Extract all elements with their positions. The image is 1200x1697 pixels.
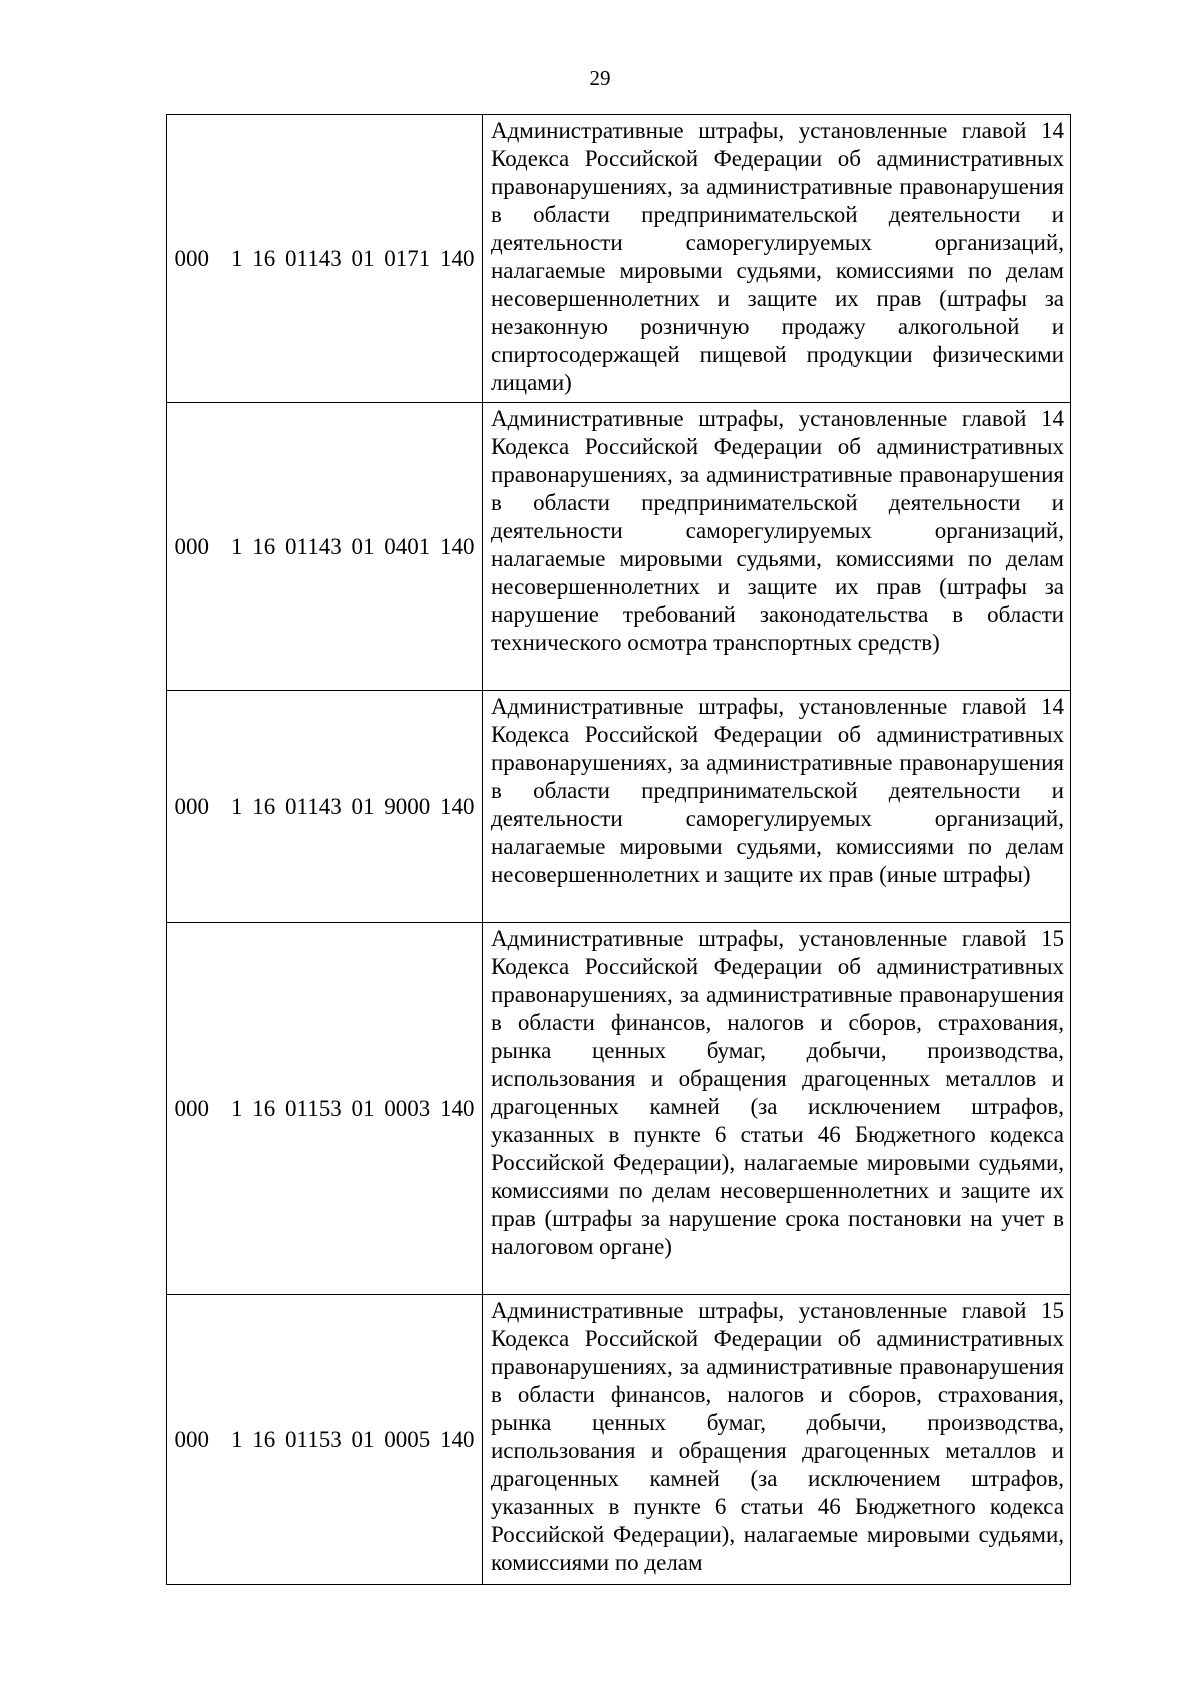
- table-row: [167, 691, 1071, 923]
- code-cell: [167, 115, 483, 403]
- table-row: [167, 115, 1071, 403]
- admin-code: 000: [174, 245, 210, 271]
- kbk-code: 1 16 01153 01 0003 140: [231, 1095, 475, 1121]
- description-cell: [483, 115, 1071, 403]
- description-cell: [483, 691, 1071, 923]
- row-description: Административные штрафы, установленные главой 15 Кодекса Российской Федерации об административных правонарушениях, за административные правонарушения в области финансов, налогов и сборов, страхования, рынка ценных бумаг, добычи, производства, использования и обращения драгоценных металлов и драгоценных камней (за исключением штрафов, указанных в пункте 6 статьи 46 Бюджетного кодекса Российской Федерации), налагаемые мировыми судьями, комиссиями по делам несовершеннолетних и защите их прав (штрафы за нарушение срока постановки на учет в налоговом органе): [491, 926, 1064, 1259]
- admin-code: 000: [174, 793, 210, 819]
- code-cell: [167, 691, 483, 923]
- table-row: [167, 1295, 1071, 1585]
- code-cell: [167, 923, 483, 1295]
- table-row: [167, 923, 1071, 1295]
- admin-code: 000: [174, 1095, 210, 1121]
- code-cell: [167, 403, 483, 691]
- page-number: 29: [589, 66, 611, 90]
- description-cell: [483, 1295, 1071, 1585]
- kbk-code: 1 16 01143 01 9000 140: [231, 793, 475, 819]
- row-description: Административные штрафы, установленные главой 15 Кодекса Российской Федерации об административных правонарушениях, за административные правонарушения в области финансов, налогов и сборов, страхования, рынка ценных бумаг, добычи, производства, использования и обращения драгоценных металлов и драгоценных камней (за исключением штрафов, указанных в пункте 6 статьи 46 Бюджетного кодекса Российской Федерации), налагаемые мировыми судьями, комиссиями по делам: [491, 1298, 1064, 1575]
- kbk-code: 1 16 01143 01 0401 140: [231, 533, 475, 559]
- description-cell: [483, 403, 1071, 691]
- kbk-code: 1 16 01153 01 0005 140: [231, 1426, 475, 1452]
- admin-code: 000: [174, 533, 210, 559]
- row-description: Административные штрафы, установленные главой 14 Кодекса Российской Федерации об административных правонарушениях, за административные правонарушения в области предпринимательской деятельности и деятельности саморегулируемых организаций, налагаемые мировыми судьями, комиссиями по делам несовершеннолетних и защите их прав (штрафы за нарушение требований законодательства в области технического осмотра транспортных средств): [491, 406, 1064, 655]
- kbk-code: 1 16 01143 01 0171 140: [231, 245, 475, 271]
- row-description: Административные штрафы, установленные главой 14 Кодекса Российской Федерации об административных правонарушениях, за административные правонарушения в области предпринимательской деятельности и деятельности саморегулируемых организаций, налагаемые мировыми судьями, комиссиями по делам несовершеннолетних и защите их прав (иные штрафы): [491, 694, 1064, 887]
- admin-code: 000: [174, 1426, 210, 1452]
- budget-codes-table: [166, 114, 1071, 1585]
- row-description: Административные штрафы, установленные главой 14 Кодекса Российской Федерации об административных правонарушениях, за административные правонарушения в области предпринимательской деятельности и деятельности саморегулируемых организаций, налагаемые мировыми судьями, комиссиями по делам несовершеннолетних и защите их прав (штрафы за незаконную розничную продажу алкогольной и спиртосодержащей пищевой продукции физическими лицами): [491, 118, 1064, 395]
- description-cell: [483, 923, 1071, 1295]
- code-cell: [167, 1295, 483, 1585]
- table-row: [167, 403, 1071, 691]
